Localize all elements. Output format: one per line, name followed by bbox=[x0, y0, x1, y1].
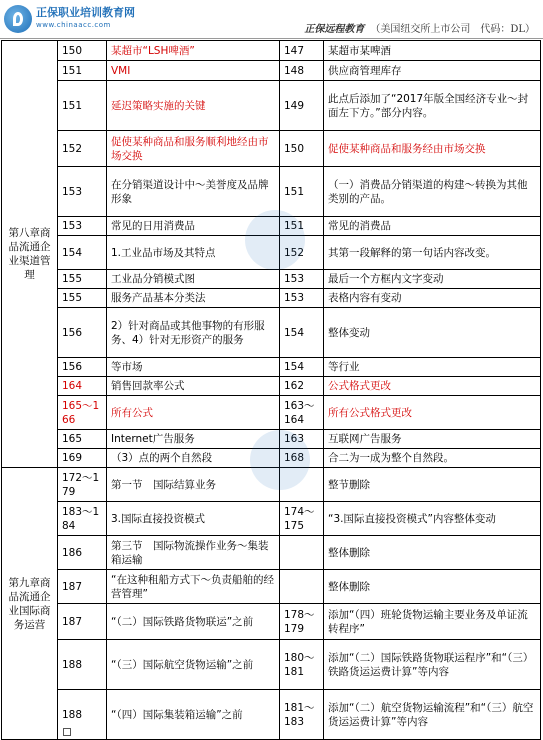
new-page: 151 bbox=[280, 167, 324, 217]
original-text: 3.国际直接投资模式 bbox=[107, 502, 280, 536]
table-row bbox=[2, 468, 541, 502]
brand-name: 正保远程教育 bbox=[304, 24, 365, 35]
revised-text: 其第一段解释的第一句话内容改变。 bbox=[324, 236, 541, 270]
new-page: 168 bbox=[280, 449, 324, 468]
new-page: 180～181 bbox=[280, 640, 324, 690]
new-page: 181～183 bbox=[280, 690, 324, 740]
new-page: 163 bbox=[280, 430, 324, 449]
old-page: 169 bbox=[58, 449, 107, 468]
old-page: 150 bbox=[58, 41, 107, 61]
table-row bbox=[2, 81, 541, 131]
logo-url: www.chinaacc.com bbox=[36, 21, 111, 29]
old-page: 187 bbox=[58, 604, 107, 640]
revised-text: 添加“（四）班轮货物运输主要业务及单证流转程序” bbox=[324, 604, 541, 640]
original-text: 等市场 bbox=[107, 358, 280, 377]
original-text: 第一节 国际结算业务 bbox=[107, 468, 280, 502]
old-page: 188 bbox=[58, 640, 107, 690]
original-text: 常见的日用消费品 bbox=[107, 217, 280, 236]
new-page: 163～164 bbox=[280, 396, 324, 430]
new-page: 153 bbox=[280, 289, 324, 308]
table-row bbox=[2, 236, 541, 270]
original-text: 销售回款率公式 bbox=[107, 377, 280, 396]
table-row bbox=[2, 377, 541, 396]
new-page bbox=[280, 468, 324, 502]
original-text: 在分销渠道设计中～美誉度及品牌形象 bbox=[107, 167, 280, 217]
page-header bbox=[0, 0, 543, 39]
table-row bbox=[2, 308, 541, 358]
original-text: “（二）国际铁路货物联运”之前 bbox=[107, 604, 280, 640]
old-page: 183～184 bbox=[58, 502, 107, 536]
logo bbox=[4, 4, 135, 34]
table-row bbox=[2, 690, 541, 740]
original-text: 1.工业品市场及其特点 bbox=[107, 236, 280, 270]
table-row bbox=[2, 217, 541, 236]
revised-text: 供应商管理库存 bbox=[324, 61, 541, 81]
revised-text: 公式格式更改 bbox=[324, 377, 541, 396]
original-text: 第三节 国际物流操作业务～集装箱运输 bbox=[107, 536, 280, 570]
table-row bbox=[2, 358, 541, 377]
revised-text: （一）消费品分销渠道的构建～转换为其他类别的产品。 bbox=[324, 167, 541, 217]
original-text: 所有公式 bbox=[107, 396, 280, 430]
table-row bbox=[2, 41, 541, 61]
logo-icon bbox=[4, 5, 32, 33]
original-text: “（四）国际集装箱运输”之前 bbox=[107, 690, 280, 740]
revised-text: 此点后添加了“2017年版全国经济专业～封面左下方。”部分内容。 bbox=[324, 81, 541, 131]
old-page: 155 bbox=[58, 289, 107, 308]
new-page: 150 bbox=[280, 131, 324, 167]
old-page: 153 bbox=[58, 167, 107, 217]
new-page: 152 bbox=[280, 236, 324, 270]
new-page: 149 bbox=[280, 81, 324, 131]
original-text: “（三）国际航空货物运输”之前 bbox=[107, 640, 280, 690]
original-text: 工业品分销模式图 bbox=[107, 270, 280, 289]
old-page: 151 bbox=[58, 81, 107, 131]
new-page: 162 bbox=[280, 377, 324, 396]
original-text: Internet广告服务 bbox=[107, 430, 280, 449]
table-row bbox=[2, 61, 541, 81]
new-page: 174～175 bbox=[280, 502, 324, 536]
revised-text: 所有公式格式更改 bbox=[324, 396, 541, 430]
table-row bbox=[2, 430, 541, 449]
table-row bbox=[2, 131, 541, 167]
revised-text: 整体删除 bbox=[324, 570, 541, 604]
old-page: 187 bbox=[58, 570, 107, 604]
old-page: 165 bbox=[58, 430, 107, 449]
original-text: “在这种租船方式下～负责船舶的经营管理” bbox=[107, 570, 280, 604]
table-row bbox=[2, 289, 541, 308]
revised-text: “3.国际直接投资模式”内容整体变动 bbox=[324, 502, 541, 536]
original-text: 2）针对商品或其他事物的有形服务、4）针对无形资产的服务 bbox=[107, 308, 280, 358]
old-page: 155 bbox=[58, 270, 107, 289]
company-info: （美国纽交所上市公司 代码：DL） bbox=[370, 24, 535, 35]
table-row bbox=[2, 640, 541, 690]
old-page: 154 bbox=[58, 236, 107, 270]
revised-text: 合二为一成为整个自然段。 bbox=[324, 449, 541, 468]
footer-mark bbox=[63, 728, 71, 736]
new-page: 151 bbox=[280, 217, 324, 236]
revised-text: 常见的消费品 bbox=[324, 217, 541, 236]
revised-text: 整节删除 bbox=[324, 468, 541, 502]
revised-text: 等行业 bbox=[324, 358, 541, 377]
header-company bbox=[304, 20, 535, 35]
revised-text: 添加“（二）航空货物运输流程”和“（三）航空货运运费计算”等内容 bbox=[324, 690, 541, 740]
new-page bbox=[280, 570, 324, 604]
revised-text: 添加“（二）国际铁路货物联运程序”和“（三）铁路货运运费计算”等内容 bbox=[324, 640, 541, 690]
new-page: 154 bbox=[280, 308, 324, 358]
revised-text: 整体变动 bbox=[324, 308, 541, 358]
revised-text: 促使某种商品和服务经由市场交换 bbox=[324, 131, 541, 167]
new-page: 147 bbox=[280, 41, 324, 61]
logo-name: 正保职业培训教育网 bbox=[36, 6, 135, 19]
original-text: 某超市“LSH啤酒” bbox=[107, 41, 280, 61]
new-page: 148 bbox=[280, 61, 324, 81]
revised-text: 最后一个方框内文字变动 bbox=[324, 270, 541, 289]
chapter-9-cell: 第九章商品流通企业国际商务运营 bbox=[2, 468, 58, 740]
original-text: （3）点的两个自然段 bbox=[107, 449, 280, 468]
table-row bbox=[2, 449, 541, 468]
old-page: 165～166 bbox=[58, 396, 107, 430]
revised-text: 某超市某啤酒 bbox=[324, 41, 541, 61]
table-row bbox=[2, 536, 541, 570]
old-page: 186 bbox=[58, 536, 107, 570]
table-row bbox=[2, 502, 541, 536]
original-text: 服务产品基本分类法 bbox=[107, 289, 280, 308]
old-page: 164 bbox=[58, 377, 107, 396]
new-page: 153 bbox=[280, 270, 324, 289]
table-row bbox=[2, 570, 541, 604]
table-row bbox=[2, 396, 541, 430]
revised-text: 整体删除 bbox=[324, 536, 541, 570]
new-page: 154 bbox=[280, 358, 324, 377]
new-page: 178～179 bbox=[280, 604, 324, 640]
chapter-8-cell: 第八章商品流通企业渠道管理 bbox=[2, 41, 58, 468]
original-text: VMI bbox=[107, 61, 280, 81]
original-text: 促使某种商品和服务顺利地经由市场交换 bbox=[107, 131, 280, 167]
new-page bbox=[280, 536, 324, 570]
errata-table bbox=[1, 40, 541, 740]
old-page: 172～179 bbox=[58, 468, 107, 502]
old-page: 188 bbox=[58, 690, 107, 740]
table-row bbox=[2, 270, 541, 289]
revised-text: 互联网广告服务 bbox=[324, 430, 541, 449]
table-row bbox=[2, 167, 541, 217]
old-page: 156 bbox=[58, 358, 107, 377]
revised-text: 表格内容有变动 bbox=[324, 289, 541, 308]
table-row bbox=[2, 604, 541, 640]
old-page: 156 bbox=[58, 308, 107, 358]
old-page: 153 bbox=[58, 217, 107, 236]
original-text: 延迟策略实施的关键 bbox=[107, 81, 280, 131]
old-page: 151 bbox=[58, 61, 107, 81]
old-page: 152 bbox=[58, 131, 107, 167]
